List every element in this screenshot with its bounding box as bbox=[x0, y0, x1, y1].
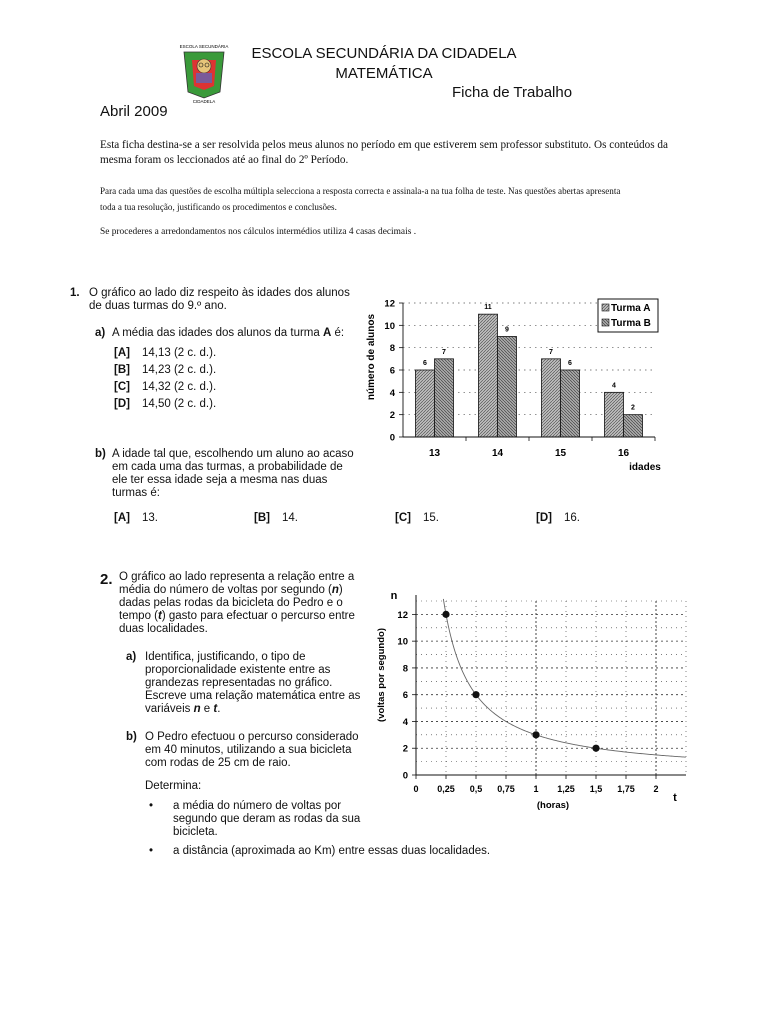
bar-data-label: 6 bbox=[423, 360, 427, 367]
q1a-text: A média das idades dos alunos da turma A é: bbox=[112, 327, 345, 339]
curve-x-tick-label: 1 bbox=[533, 784, 539, 794]
curve-y-tick-label: 6 bbox=[402, 690, 408, 702]
curve-x-tick-label: 1,75 bbox=[617, 784, 635, 794]
bar-y-tick-label: 10 bbox=[384, 320, 395, 332]
bar-x-tick-label: 16 bbox=[617, 448, 630, 459]
curve-y-tick-label: 4 bbox=[402, 716, 408, 728]
q1a-option-a[interactable]: [A] 14,13 (2 c. d.). bbox=[114, 347, 217, 359]
bar-turma-b-13 bbox=[435, 359, 454, 437]
curve-x-tick-label: 0,5 bbox=[469, 784, 483, 794]
curve-y-tick-label: 2 bbox=[402, 743, 408, 755]
q2a-text: Identifica, justificando, o tipo de proporcionalidade existente entre as grandezas representadas no gráfico. Escreve uma relação matemática entre as variáveis n e t. bbox=[145, 651, 361, 715]
q2b-bullet-1: • a média do número de voltas por segundo que deram as rodas da sua bicicleta. bbox=[173, 800, 360, 839]
q1a-options bbox=[114, 345, 216, 413]
bar-y-tick-label: 12 bbox=[384, 298, 395, 310]
logo-bottom-text: CIDADELA bbox=[192, 99, 216, 104]
q1b-option-d[interactable]: [D] 16. bbox=[536, 512, 580, 524]
curve-x-tick-label: 1,25 bbox=[557, 784, 575, 794]
inverse-curve bbox=[443, 599, 685, 757]
speed-time-chart bbox=[370, 585, 700, 815]
logo-top-text: ESCOLA SECUNDÁRIA bbox=[179, 44, 229, 49]
date: Abril 2009 bbox=[100, 103, 168, 120]
q1a-label: a) bbox=[95, 327, 106, 339]
instructions-paragraph: Para cada uma das questões de escolha múltipla selecciona a resposta correcta e assinala-a na tua folha de teste. Nas questões abertas apresenta toda a tua resolução, justificando os procedimentos e conclusões. bbox=[100, 186, 621, 212]
q2b-text: O Pedro efectuou o percurso considerado em 40 minutos, utilizando a sua bicicleta com rodas de 25 cm de raio. bbox=[145, 731, 359, 769]
curve-x-tick-label: 0,75 bbox=[497, 784, 515, 794]
bar-turma-a-16 bbox=[605, 392, 624, 437]
legend-swatch-turma-a bbox=[602, 304, 609, 311]
q1b-option-c[interactable]: [C] 15. bbox=[395, 512, 439, 524]
curve-x-tick-label: 0,25 bbox=[437, 784, 455, 794]
bar-x-tick-label: 14 bbox=[491, 448, 504, 459]
bar-y-tick-label: 2 bbox=[389, 410, 395, 422]
curve-x-tick-label: 1,5 bbox=[589, 784, 603, 794]
q2a-label: a) bbox=[126, 651, 137, 663]
bar-y-tick-label: 0 bbox=[389, 432, 395, 444]
curve-x-tick-label: 2 bbox=[653, 784, 659, 794]
q2b-bullet-2: • a distância (aproximada ao Km) entre essas duas localidades. bbox=[173, 845, 490, 858]
bar-x-tick-label: 15 bbox=[554, 448, 567, 459]
q1a-option-c[interactable]: [C] 14,32 (2 c. d.). bbox=[114, 381, 217, 393]
curve-y-axis-letter: n bbox=[390, 590, 398, 602]
bar-turma-a-13 bbox=[416, 370, 435, 437]
bar-turma-b-16 bbox=[624, 415, 643, 437]
bar-y-tick-label: 8 bbox=[389, 343, 395, 355]
q1b-text: A idade tal que, escolhendo um aluno ao acaso em cada uma das turmas, a probabilidade de ele ter essa idade seja a mesma nas duas turmas é: bbox=[112, 448, 354, 499]
bar-turma-a-15 bbox=[542, 359, 561, 437]
curve-x-axis-sublabel: (horas) bbox=[536, 800, 570, 811]
q1a-option-b[interactable]: [B] 14,23 (2 c. d.). bbox=[114, 364, 217, 376]
q1-stem: O gráfico ao lado diz respeito às idades dos alunos de duas turmas do 9.º ano. bbox=[89, 287, 350, 312]
bar-y-tick-label: 6 bbox=[389, 365, 395, 377]
curve-y-tick-label: 0 bbox=[402, 770, 408, 782]
ages-bar-chart bbox=[360, 290, 680, 480]
q1a-option-d[interactable]: [D] 14,50 (2 c. d.). bbox=[114, 398, 217, 410]
bar-turma-a-14 bbox=[479, 314, 498, 437]
curve-y-tick-label: 10 bbox=[397, 636, 408, 648]
q1b-label: b) bbox=[95, 448, 106, 460]
bar-data-label: 4 bbox=[612, 382, 616, 390]
bar-data-label: 9 bbox=[505, 326, 509, 334]
q1b-option-b[interactable]: [B] 14. bbox=[254, 512, 298, 524]
curve-x-tick-label: 0 bbox=[413, 784, 419, 794]
bar-data-label: 7 bbox=[549, 348, 553, 356]
rounding-note: Se procederes a arredondamentos nos cálculos intermédios utiliza 4 casas decimais . bbox=[100, 227, 417, 237]
bar-x-axis-label: idades bbox=[629, 462, 661, 473]
curve-y-axis-sublabel: (voltas por segundo) bbox=[376, 628, 387, 722]
bar-y-axis-label: número de alunos bbox=[366, 313, 377, 401]
intro-paragraph: Esta ficha destina-se a ser resolvida pelos meus alunos no período em que estiverem sem professor substituto. Os conteúdos da mesma foram os leccionados até ao final do 2º Período. bbox=[100, 139, 668, 166]
subject-name: MATEMÁTICA bbox=[335, 65, 433, 82]
q1b-option-a[interactable]: [A] 13. bbox=[114, 512, 158, 524]
bar-y-tick-label: 4 bbox=[389, 387, 395, 399]
legend-label-turma-b: Turma B bbox=[611, 318, 651, 329]
sheet-title: Ficha de Trabalho bbox=[452, 84, 573, 101]
q2-stem: O gráfico ao lado representa a relação entre a média do número de voltas por segundo (n) dadas pelas rodas da bicicleta do Pedro e o tempo (t) gasto para efectuar o percurso entre duas localidades. bbox=[119, 571, 355, 635]
q2b-determina: Determina: bbox=[145, 780, 202, 792]
curve-x-axis-letter: t bbox=[673, 792, 677, 804]
bar-turma-b-15 bbox=[561, 370, 580, 437]
bar-data-label: 7 bbox=[442, 348, 446, 356]
curve-point bbox=[532, 731, 539, 738]
legend-label-turma-a: Turma A bbox=[611, 303, 651, 314]
legend-swatch-turma-b bbox=[602, 319, 609, 326]
curve-point bbox=[592, 745, 599, 752]
bar-data-label: 6 bbox=[568, 360, 572, 367]
school-name: ESCOLA SECUNDÁRIA DA CIDADELA bbox=[251, 45, 517, 62]
curve-y-tick-label: 8 bbox=[402, 663, 408, 675]
curve-point bbox=[442, 611, 449, 618]
curve-y-tick-label: 12 bbox=[397, 609, 408, 621]
bar-legend bbox=[598, 299, 658, 332]
q2b-label: b) bbox=[126, 731, 137, 743]
curve-point bbox=[472, 691, 479, 698]
bar-data-label: 2 bbox=[631, 404, 635, 412]
bar-data-label: 11 bbox=[484, 304, 492, 312]
bar-turma-b-14 bbox=[498, 337, 517, 438]
q2-number: 2. bbox=[100, 571, 113, 588]
bar-x-tick-label: 13 bbox=[428, 448, 441, 459]
q1-number: 1. bbox=[70, 287, 80, 299]
